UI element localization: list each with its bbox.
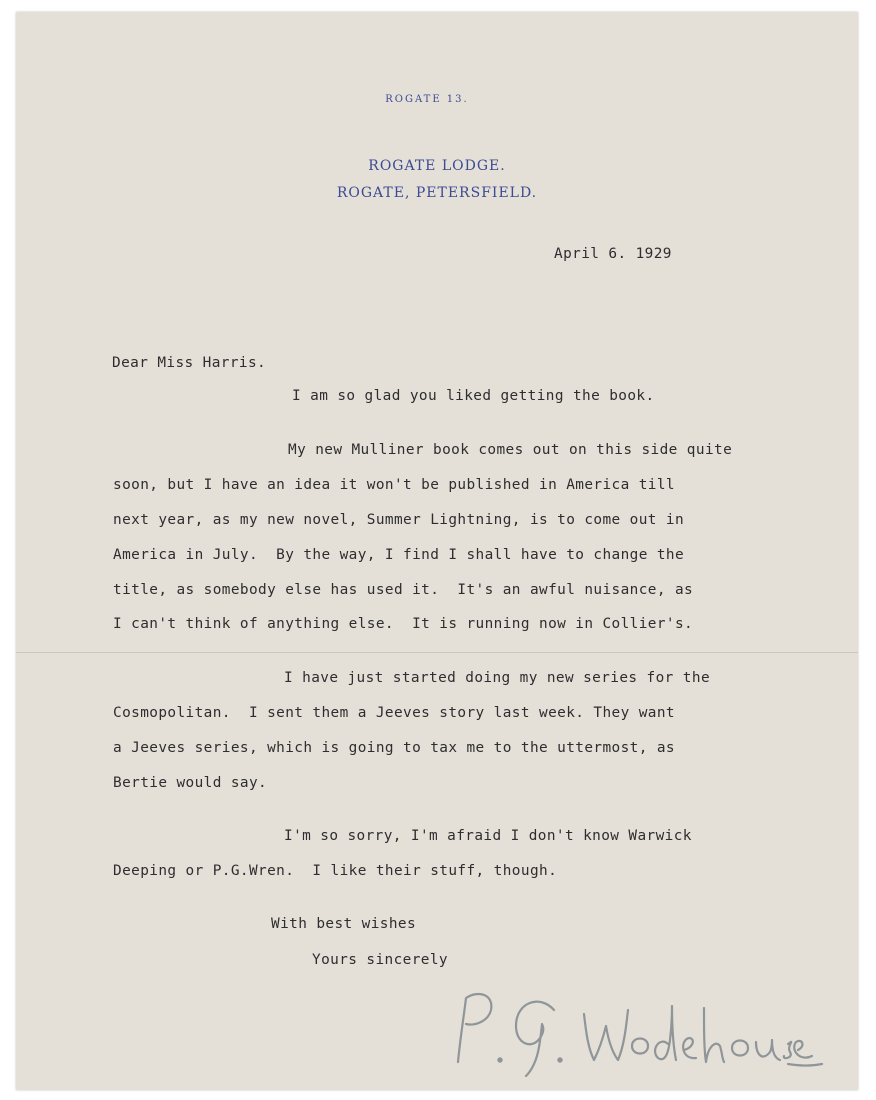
body-line: America in July. By the way, I find I shall have to change the <box>113 547 685 563</box>
body-line: next year, as my new novel, Summer Lightning, is to come out in <box>113 512 685 528</box>
letterhead-house-name: ROGATE LODGE. <box>368 158 506 174</box>
body-line: I have just started doing my new series for the <box>284 670 711 686</box>
closing: With best wishes <box>271 916 417 932</box>
handwritten-signature <box>436 980 826 1080</box>
body-line: a Jeeves series, which is going to tax me to the uttermost, as <box>113 740 675 756</box>
body-line: My new Mulliner book comes out on this side quite <box>288 442 733 458</box>
body-line: I can't think of anything else. It is running now in Collier's. <box>113 616 694 632</box>
body-line: Cosmopolitan. I sent them a Jeeves story last week. They want <box>113 705 675 721</box>
body-line: Bertie would say. <box>113 775 268 791</box>
letterhead-address: ROGATE, PETERSFIELD. <box>336 185 538 201</box>
letter-date: April 6. 1929 <box>554 246 672 262</box>
letter-paper <box>16 12 858 1090</box>
letterhead-telephone: ROGATE 13. <box>385 94 469 105</box>
body-line: Deeping or P.G.Wren. I like their stuff, though. <box>113 863 558 879</box>
body-line: I'm so sorry, I'm afraid I don't know Warwick <box>284 828 692 844</box>
body-line: title, as somebody else has used it. It's an awful nuisance, as <box>113 582 694 598</box>
salutation: Dear Miss Harris. <box>112 355 267 371</box>
body-line: soon, but I have an idea it won't be published in America till <box>113 477 675 493</box>
body-line: I am so glad you liked getting the book. <box>292 388 655 404</box>
valediction: Yours sincerely <box>312 952 448 968</box>
